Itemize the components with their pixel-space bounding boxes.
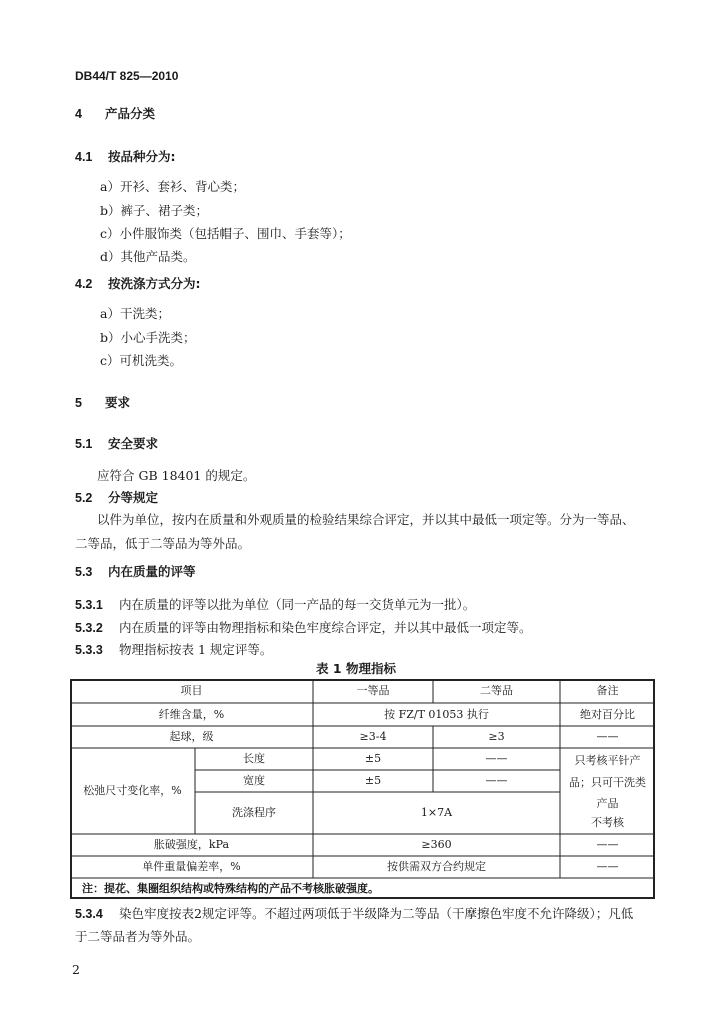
clause-text: 染色牢度按表2规定评等。不超过两项低于半级降为二等品（干摩擦色牢度不允许降级）；凡低 bbox=[119, 906, 634, 921]
section-number: 5.1 bbox=[75, 437, 93, 451]
table-title: 表 1 物理指标 bbox=[316, 661, 396, 676]
section-title: 内在质量的评等 bbox=[108, 564, 196, 579]
paragraph-line: 以件为单位，按内在质量和外观质量的检验结果综合评定，并以其中最低一项定等。分为一等品、 bbox=[97, 512, 635, 527]
clause-5-3-4 bbox=[75, 906, 633, 922]
pilling-second: ≥3 bbox=[488, 730, 505, 743]
list-item: c）小件服饰类（包括帽子、围巾、手套等）； bbox=[100, 226, 351, 241]
header-remark: 备注 bbox=[596, 684, 619, 697]
section-4-2-heading bbox=[75, 276, 201, 292]
section-number: 4.1 bbox=[75, 150, 93, 164]
section-5-3-heading bbox=[75, 564, 196, 580]
clause-5-3-3 bbox=[75, 642, 272, 658]
page-number: 2 bbox=[72, 962, 80, 977]
width-first: ±5 bbox=[364, 774, 382, 787]
section-number: 4 bbox=[75, 107, 82, 121]
section-number: 5.2 bbox=[75, 491, 93, 505]
list-item: a）干洗类； bbox=[100, 306, 170, 321]
clause-number: 5.3.2 bbox=[75, 621, 103, 635]
header-item: 项目 bbox=[180, 684, 203, 697]
section-5-heading bbox=[75, 395, 130, 411]
fiber-content-remark: 绝对百分比 bbox=[580, 708, 635, 721]
paragraph-line: 二等品，低于二等品为等外品。 bbox=[75, 536, 251, 551]
section-5-2-heading bbox=[75, 490, 158, 506]
clause-number: 5.3.1 bbox=[75, 598, 103, 612]
weight-deviation-value: 按供需双方合约规定 bbox=[387, 860, 486, 873]
table-note: 注：提花、集圈组织结构或特殊结构的产品不考核胀破强度。 bbox=[82, 882, 379, 895]
pilling-remark: —— bbox=[596, 730, 619, 743]
section-title: 要求 bbox=[105, 395, 131, 410]
header-second-grade: 二等品 bbox=[480, 684, 513, 697]
paragraph: 应符合 GB 18401 的规定。 bbox=[97, 468, 256, 483]
clause-number: 5.3.3 bbox=[75, 643, 103, 657]
list-item: d）其他产品类。 bbox=[100, 249, 196, 264]
clause-5-3-1 bbox=[75, 597, 475, 613]
section-title: 安全要求 bbox=[108, 436, 159, 451]
burst-strength-remark: —— bbox=[596, 838, 619, 851]
clause-5-3-2 bbox=[75, 620, 532, 636]
clause-number: 5.3.4 bbox=[75, 907, 103, 921]
relaxation-remark-line: 不考核 bbox=[591, 816, 624, 829]
clause-text: 内在质量的评等以批为单位（同一产品的每一交货单元为一批）。 bbox=[119, 597, 476, 612]
burst-strength-label: 胀破强度，kPa bbox=[153, 838, 230, 851]
physical-indicators-table bbox=[70, 679, 655, 899]
section-4-heading bbox=[75, 106, 155, 122]
section-title: 产品分类 bbox=[105, 106, 156, 121]
fiber-content-label: 纤维含量，% bbox=[158, 708, 225, 721]
fiber-content-value: 按 FZ/T 01053 执行 bbox=[384, 708, 489, 721]
section-title: 按洗涤方式分为: bbox=[108, 276, 201, 291]
width-label: 宽度 bbox=[243, 774, 265, 787]
pilling-label: 起球，级 bbox=[169, 730, 214, 743]
header-first-grade: 一等品 bbox=[356, 684, 390, 697]
relaxation-remark-line: 只考核平针产 bbox=[574, 754, 641, 767]
relaxation-remark-line: 产品 bbox=[596, 797, 619, 810]
weight-deviation-remark: —— bbox=[596, 860, 619, 873]
section-title: 按品种分为: bbox=[108, 149, 176, 164]
clause-text: 内在质量的评等由物理指标和染色牢度综合评定，并以其中最低一项定等。 bbox=[119, 620, 532, 635]
section-title: 分等规定 bbox=[108, 490, 159, 505]
section-number: 5 bbox=[75, 396, 82, 410]
burst-strength-value: ≥360 bbox=[421, 838, 452, 851]
pilling-first: ≥3-4 bbox=[359, 730, 387, 743]
length-first: ±5 bbox=[364, 752, 382, 765]
length-label: 长度 bbox=[243, 752, 265, 765]
section-4-1-heading bbox=[75, 149, 176, 165]
width-second: —— bbox=[485, 774, 508, 787]
list-item: a）开衫、套衫、背心类； bbox=[100, 179, 245, 194]
relaxation-label: 松弛尺寸变化率，% bbox=[83, 784, 182, 797]
section-number: 4.2 bbox=[75, 277, 93, 291]
list-item: c）可机洗类。 bbox=[100, 353, 183, 368]
section-5-1-heading bbox=[75, 436, 158, 452]
list-item: b）裤子、裙子类； bbox=[100, 203, 209, 218]
section-number: 5.3 bbox=[75, 565, 93, 579]
weight-deviation-label: 单件重量偏差率，% bbox=[142, 860, 241, 873]
relaxation-remark-line: 品；只可干洗类 bbox=[569, 776, 646, 789]
document-code: DB44/T 825—2010 bbox=[75, 69, 179, 83]
clause-text: 物理指标按表 1 规定评等。 bbox=[119, 642, 273, 657]
length-second: —— bbox=[485, 752, 508, 765]
wash-procedure-value: 1×7A bbox=[420, 806, 453, 819]
clause-5-3-4-continued: 于二等品者为等外品。 bbox=[75, 929, 201, 944]
wash-procedure-label: 洗涤程序 bbox=[232, 806, 276, 819]
list-item: b）小心手洗类； bbox=[100, 330, 196, 345]
